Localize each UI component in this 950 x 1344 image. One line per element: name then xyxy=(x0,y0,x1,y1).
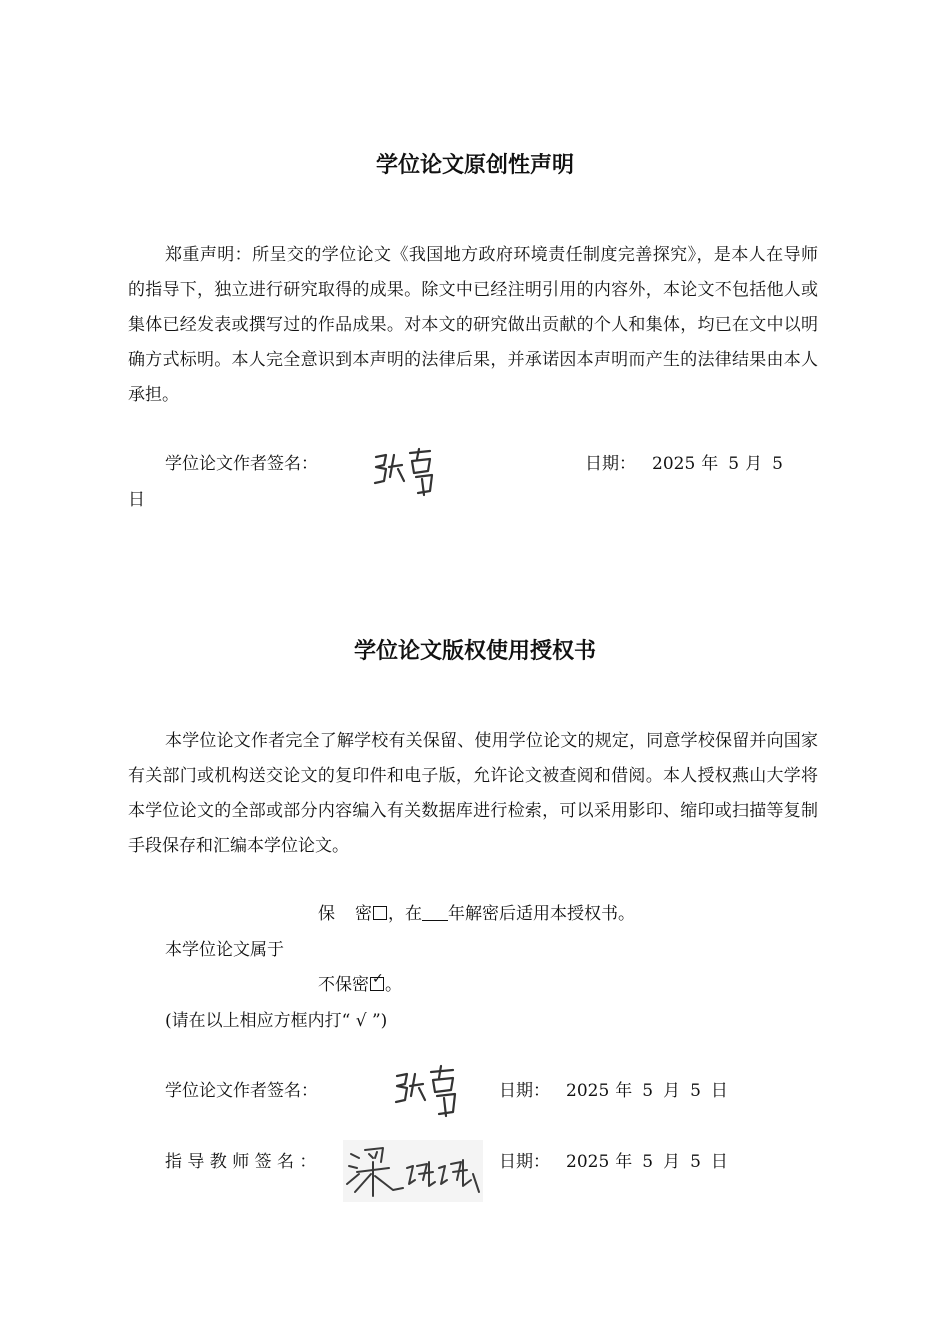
years-blank xyxy=(422,906,448,921)
date-day-unit: 日 xyxy=(128,490,145,510)
author-signature-image xyxy=(372,447,444,499)
date-day: 5 xyxy=(690,1081,701,1101)
advisor-sign-label: 指 导 教 师 签 名 ： xyxy=(165,1152,317,1172)
date-label: 日期： xyxy=(585,454,636,474)
date-month: 5 xyxy=(642,1081,654,1101)
nonconfidential-checkbox[interactable] xyxy=(370,971,384,991)
confidential-option xyxy=(318,902,635,926)
belongs-label: 本学位论文属于 xyxy=(165,940,284,960)
nonconfidential-option xyxy=(318,973,402,997)
confidential-char-1: 保 xyxy=(318,904,335,924)
authorization-title: 学位论文版权使用授权书 xyxy=(353,639,596,664)
confidential-checkbox[interactable] xyxy=(373,906,387,920)
month-unit: 月 xyxy=(663,1081,681,1101)
date-year: 2025 xyxy=(566,1081,610,1101)
nonconfidential-end: 。 xyxy=(385,975,402,995)
date-month: 5 xyxy=(728,454,740,474)
confidential-suffix-b: 年解密后适用本授权书。 xyxy=(448,904,635,924)
date-label: 日期： xyxy=(499,1152,550,1172)
advisor-date xyxy=(499,1150,728,1174)
confidential-suffix-a: ，在 xyxy=(388,904,422,924)
confidential-char-2: 密 xyxy=(355,904,372,924)
date-year: 2025 xyxy=(566,1152,610,1172)
declaration-body: 郑重声明：所呈交的学位论文《我国地方政府环境责任制度完善探究》，是本人在导师的指导下，独立进行研究取得的成果。除文中已经注明引用的内容外，本论文不包括他人或集体已经发表或撰写过的作品成果。对本文的研究做出贡献的个人和集体，均已在文中以明确方式标明。本人完全意识到本声明的法律后果，并承诺因本声明而产生的法律结果由本人承担。 xyxy=(128,245,818,405)
day-unit: 日 xyxy=(710,1081,728,1101)
declaration-author-sign-label: 学位论文作者签名： xyxy=(165,454,318,474)
declaration-title: 学位论文原创性声明 xyxy=(375,153,574,178)
authorization-author-sign-label: 学位论文作者签名： xyxy=(165,1081,318,1101)
date-day: 5 xyxy=(690,1152,701,1172)
declaration-date xyxy=(585,452,783,476)
authorization-author-date xyxy=(499,1079,728,1103)
year-unit: 年 xyxy=(615,1152,633,1172)
month-unit: 月 xyxy=(663,1152,681,1172)
checkmark-icon: ✓ xyxy=(372,971,384,987)
year-unit: 年 xyxy=(701,454,719,474)
instruction-text: (请在以上相应方框内打“ √ ”) xyxy=(165,1011,388,1031)
advisor-signature-image xyxy=(343,1140,483,1202)
date-day: 5 xyxy=(772,454,783,474)
date-month: 5 xyxy=(642,1152,654,1172)
day-unit: 日 xyxy=(710,1152,728,1172)
year-unit: 年 xyxy=(615,1081,633,1101)
date-label: 日期： xyxy=(499,1081,550,1101)
date-year: 2025 xyxy=(652,454,696,474)
month-unit: 月 xyxy=(745,454,763,474)
author-signature-image-2 xyxy=(393,1064,465,1120)
authorization-body: 本学位论文作者完全了解学校有关保留、使用学位论文的规定，同意学校保留并向国家有关部门或机构送交论文的复印件和电子版，允许论文被查阅和借阅。本人授权燕山大学将本学位论文的全部或部分内容编入有关数据库进行检索，可以采用影印、缩印或扫描等复制手段保存和汇编本学位论文。 xyxy=(128,731,818,856)
nonconfidential-label: 不保密 xyxy=(318,975,369,995)
